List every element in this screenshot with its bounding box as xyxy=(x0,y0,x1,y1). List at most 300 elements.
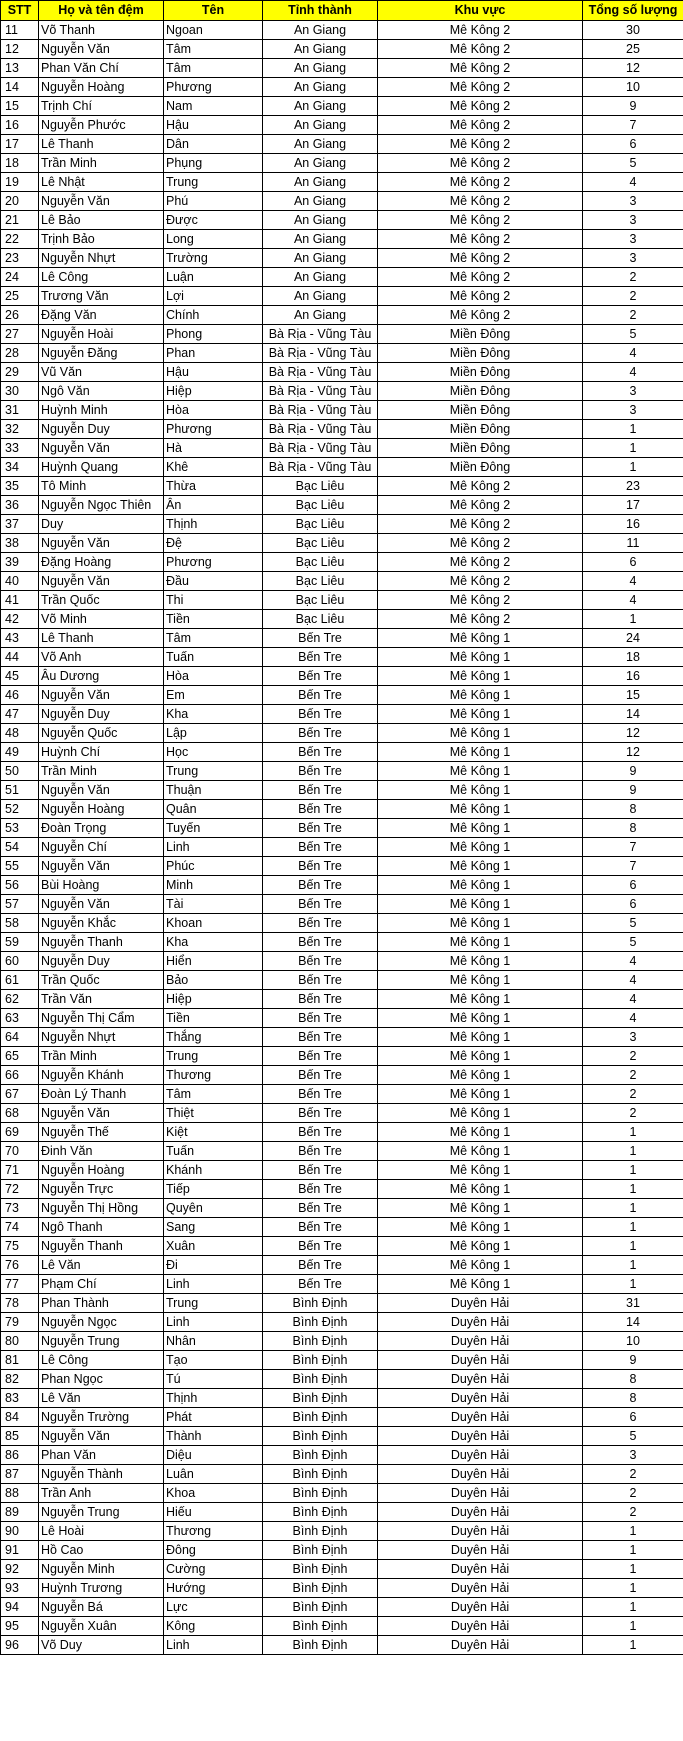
cell-ho-ten-dem: Nguyễn Nhựt xyxy=(39,1028,164,1047)
cell-khu-vuc: Mê Kông 1 xyxy=(378,1047,583,1066)
cell-stt: 86 xyxy=(1,1446,39,1465)
cell-khu-vuc: Duyên Hải xyxy=(378,1427,583,1446)
cell-tinh-thanh: An Giang xyxy=(263,21,378,40)
cell-ho-ten-dem: Nguyễn Thế xyxy=(39,1123,164,1142)
cell-tinh-thanh: Bà Rịa - Vũng Tàu xyxy=(263,401,378,420)
cell-tinh-thanh: Bến Tre xyxy=(263,1199,378,1218)
cell-tong-so-luong: 1 xyxy=(583,1636,683,1655)
cell-khu-vuc: Mê Kông 1 xyxy=(378,800,583,819)
cell-tong-so-luong: 1 xyxy=(583,1275,683,1294)
cell-stt: 76 xyxy=(1,1256,39,1275)
table-row xyxy=(1,401,683,420)
cell-tong-so-luong: 1 xyxy=(583,1617,683,1636)
cell-tong-so-luong: 9 xyxy=(583,1351,683,1370)
cell-tinh-thanh: Bạc Liêu xyxy=(263,534,378,553)
table-row xyxy=(1,1066,683,1085)
cell-tong-so-luong: 3 xyxy=(583,249,683,268)
table-row xyxy=(1,1047,683,1066)
cell-ten: Thương xyxy=(164,1522,263,1541)
cell-khu-vuc: Miền Đông xyxy=(378,363,583,382)
cell-ho-ten-dem: Võ Thanh xyxy=(39,21,164,40)
table-row xyxy=(1,78,683,97)
cell-tong-so-luong: 4 xyxy=(583,990,683,1009)
cell-ho-ten-dem: Trần Quốc xyxy=(39,591,164,610)
cell-ten: Thiệt xyxy=(164,1104,263,1123)
cell-tinh-thanh: Bến Tre xyxy=(263,971,378,990)
cell-ten: Ngoan xyxy=(164,21,263,40)
cell-tinh-thanh: Bình Định xyxy=(263,1351,378,1370)
table-row xyxy=(1,1028,683,1047)
cell-tong-so-luong: 2 xyxy=(583,268,683,287)
table-row xyxy=(1,344,683,363)
cell-stt: 23 xyxy=(1,249,39,268)
table-row xyxy=(1,306,683,325)
cell-ho-ten-dem: Đặng Văn xyxy=(39,306,164,325)
cell-stt: 56 xyxy=(1,876,39,895)
cell-tinh-thanh: Bà Rịa - Vũng Tàu xyxy=(263,439,378,458)
cell-ho-ten-dem: Đoàn Lý Thanh xyxy=(39,1085,164,1104)
cell-ten: Khánh xyxy=(164,1161,263,1180)
cell-stt: 64 xyxy=(1,1028,39,1047)
cell-tong-so-luong: 25 xyxy=(583,40,683,59)
table-row xyxy=(1,1465,683,1484)
cell-khu-vuc: Mê Kông 1 xyxy=(378,1085,583,1104)
cell-tong-so-luong: 6 xyxy=(583,553,683,572)
cell-tong-so-luong: 1 xyxy=(583,1541,683,1560)
cell-tong-so-luong: 1 xyxy=(583,1560,683,1579)
cell-tinh-thanh: Bến Tre xyxy=(263,1123,378,1142)
table-row xyxy=(1,211,683,230)
cell-ho-ten-dem: Nguyễn Bá xyxy=(39,1598,164,1617)
cell-khu-vuc: Mê Kông 2 xyxy=(378,610,583,629)
cell-tinh-thanh: Bến Tre xyxy=(263,686,378,705)
cell-tong-so-luong: 12 xyxy=(583,59,683,78)
cell-ten: Phan xyxy=(164,344,263,363)
cell-stt: 61 xyxy=(1,971,39,990)
cell-ten: Đi xyxy=(164,1256,263,1275)
table-row xyxy=(1,1104,683,1123)
cell-ten: Hiếu xyxy=(164,1503,263,1522)
cell-ten: Tâm xyxy=(164,1085,263,1104)
table-row xyxy=(1,1408,683,1427)
cell-tong-so-luong: 4 xyxy=(583,363,683,382)
table-row xyxy=(1,363,683,382)
cell-ten: Hiệp xyxy=(164,990,263,1009)
cell-ho-ten-dem: Võ Anh xyxy=(39,648,164,667)
cell-tong-so-luong: 4 xyxy=(583,1009,683,1028)
cell-stt: 95 xyxy=(1,1617,39,1636)
table-row xyxy=(1,287,683,306)
cell-ten: Phát xyxy=(164,1408,263,1427)
cell-tinh-thanh: Bến Tre xyxy=(263,857,378,876)
cell-ten: Khoan xyxy=(164,914,263,933)
table-row xyxy=(1,477,683,496)
cell-tong-so-luong: 31 xyxy=(583,1294,683,1313)
cell-tinh-thanh: An Giang xyxy=(263,287,378,306)
cell-ho-ten-dem: Nguyễn Ngọc xyxy=(39,1313,164,1332)
cell-khu-vuc: Duyên Hải xyxy=(378,1579,583,1598)
cell-tinh-thanh: An Giang xyxy=(263,154,378,173)
cell-tong-so-luong: 18 xyxy=(583,648,683,667)
cell-tong-so-luong: 1 xyxy=(583,1218,683,1237)
cell-ho-ten-dem: Nguyễn Trường xyxy=(39,1408,164,1427)
cell-ho-ten-dem: Nguyễn Duy xyxy=(39,952,164,971)
cell-ten: Quân xyxy=(164,800,263,819)
cell-khu-vuc: Mê Kông 1 xyxy=(378,857,583,876)
cell-ten: Ân xyxy=(164,496,263,515)
cell-khu-vuc: Mê Kông 2 xyxy=(378,116,583,135)
cell-ho-ten-dem: Bùi Hoàng xyxy=(39,876,164,895)
cell-tong-so-luong: 1 xyxy=(583,439,683,458)
table-row xyxy=(1,572,683,591)
cell-khu-vuc: Duyên Hải xyxy=(378,1503,583,1522)
cell-tinh-thanh: An Giang xyxy=(263,59,378,78)
cell-stt: 46 xyxy=(1,686,39,705)
cell-ten: Trung xyxy=(164,173,263,192)
cell-stt: 93 xyxy=(1,1579,39,1598)
cell-stt: 14 xyxy=(1,78,39,97)
cell-tinh-thanh: An Giang xyxy=(263,306,378,325)
cell-tinh-thanh: Bến Tre xyxy=(263,914,378,933)
table-row xyxy=(1,21,683,40)
cell-stt: 91 xyxy=(1,1541,39,1560)
cell-ho-ten-dem: Tô Minh xyxy=(39,477,164,496)
cell-tong-so-luong: 6 xyxy=(583,895,683,914)
cell-khu-vuc: Duyên Hải xyxy=(378,1598,583,1617)
cell-stt: 74 xyxy=(1,1218,39,1237)
header-stt: STT xyxy=(1,1,39,21)
header-tong-so-luong: Tổng số lượng xyxy=(583,1,683,21)
cell-khu-vuc: Mê Kông 1 xyxy=(378,838,583,857)
cell-tong-so-luong: 9 xyxy=(583,781,683,800)
table-row xyxy=(1,173,683,192)
table-row xyxy=(1,1123,683,1142)
table-row xyxy=(1,876,683,895)
cell-ho-ten-dem: Nguyễn Văn xyxy=(39,572,164,591)
cell-khu-vuc: Mê Kông 1 xyxy=(378,1237,583,1256)
cell-khu-vuc: Mê Kông 2 xyxy=(378,591,583,610)
cell-khu-vuc: Mê Kông 1 xyxy=(378,1142,583,1161)
cell-tinh-thanh: Bến Tre xyxy=(263,876,378,895)
cell-ho-ten-dem: Nguyễn Thanh xyxy=(39,933,164,952)
cell-ten: Trung xyxy=(164,1294,263,1313)
cell-tong-so-luong: 2 xyxy=(583,1085,683,1104)
table-row xyxy=(1,990,683,1009)
cell-tong-so-luong: 3 xyxy=(583,1446,683,1465)
cell-tong-so-luong: 10 xyxy=(583,78,683,97)
cell-khu-vuc: Mê Kông 1 xyxy=(378,1009,583,1028)
cell-ho-ten-dem: Nguyễn Văn xyxy=(39,781,164,800)
cell-khu-vuc: Mê Kông 1 xyxy=(378,914,583,933)
cell-tong-so-luong: 1 xyxy=(583,1142,683,1161)
cell-stt: 27 xyxy=(1,325,39,344)
cell-stt: 79 xyxy=(1,1313,39,1332)
cell-khu-vuc: Mê Kông 2 xyxy=(378,306,583,325)
cell-tinh-thanh: An Giang xyxy=(263,192,378,211)
cell-tong-so-luong: 1 xyxy=(583,1161,683,1180)
table-row xyxy=(1,268,683,287)
cell-khu-vuc: Duyên Hải xyxy=(378,1446,583,1465)
cell-ho-ten-dem: Nguyễn Ngọc Thiên xyxy=(39,496,164,515)
cell-ho-ten-dem: Nguyễn Văn xyxy=(39,534,164,553)
cell-tong-so-luong: 8 xyxy=(583,819,683,838)
cell-stt: 66 xyxy=(1,1066,39,1085)
cell-tong-so-luong: 14 xyxy=(583,1313,683,1332)
cell-tong-so-luong: 2 xyxy=(583,1465,683,1484)
cell-ten: Trường xyxy=(164,249,263,268)
cell-tong-so-luong: 1 xyxy=(583,1598,683,1617)
table-row xyxy=(1,192,683,211)
table-row xyxy=(1,1351,683,1370)
cell-ho-ten-dem: Huỳnh Quang xyxy=(39,458,164,477)
table-row xyxy=(1,933,683,952)
cell-khu-vuc: Mê Kông 2 xyxy=(378,572,583,591)
cell-ten: Kiệt xyxy=(164,1123,263,1142)
cell-tinh-thanh: Bà Rịa - Vũng Tàu xyxy=(263,458,378,477)
cell-tinh-thanh: An Giang xyxy=(263,97,378,116)
cell-ho-ten-dem: Lê Thanh xyxy=(39,629,164,648)
cell-tinh-thanh: Bến Tre xyxy=(263,743,378,762)
cell-tong-so-luong: 4 xyxy=(583,173,683,192)
cell-stt: 42 xyxy=(1,610,39,629)
cell-ten: Phúc xyxy=(164,857,263,876)
cell-tinh-thanh: Bà Rịa - Vũng Tàu xyxy=(263,325,378,344)
table-row xyxy=(1,1180,683,1199)
cell-ten: Hà xyxy=(164,439,263,458)
cell-khu-vuc: Duyên Hải xyxy=(378,1636,583,1655)
cell-ho-ten-dem: Võ Duy xyxy=(39,1636,164,1655)
cell-khu-vuc: Mê Kông 1 xyxy=(378,952,583,971)
cell-khu-vuc: Duyên Hải xyxy=(378,1465,583,1484)
cell-tinh-thanh: Bến Tre xyxy=(263,1142,378,1161)
cell-stt: 25 xyxy=(1,287,39,306)
cell-khu-vuc: Duyên Hải xyxy=(378,1408,583,1427)
cell-stt: 83 xyxy=(1,1389,39,1408)
cell-stt: 77 xyxy=(1,1275,39,1294)
cell-tinh-thanh: Bến Tre xyxy=(263,1028,378,1047)
cell-ho-ten-dem: Vũ Văn xyxy=(39,363,164,382)
cell-ho-ten-dem: Nguyễn Văn xyxy=(39,686,164,705)
cell-stt: 32 xyxy=(1,420,39,439)
cell-tong-so-luong: 2 xyxy=(583,1047,683,1066)
table-row xyxy=(1,1503,683,1522)
table-row xyxy=(1,1579,683,1598)
cell-stt: 57 xyxy=(1,895,39,914)
cell-ho-ten-dem: Nguyễn Văn xyxy=(39,192,164,211)
table-row xyxy=(1,553,683,572)
cell-ten: Nam xyxy=(164,97,263,116)
cell-khu-vuc: Mê Kông 2 xyxy=(378,21,583,40)
cell-tinh-thanh: Bạc Liêu xyxy=(263,515,378,534)
cell-stt: 45 xyxy=(1,667,39,686)
cell-stt: 55 xyxy=(1,857,39,876)
table-row xyxy=(1,648,683,667)
cell-ten: Tài xyxy=(164,895,263,914)
cell-khu-vuc: Mê Kông 2 xyxy=(378,515,583,534)
cell-khu-vuc: Mê Kông 2 xyxy=(378,249,583,268)
cell-tong-so-luong: 6 xyxy=(583,876,683,895)
cell-ho-ten-dem: Huỳnh Minh xyxy=(39,401,164,420)
cell-tinh-thanh: Bến Tre xyxy=(263,1066,378,1085)
cell-stt: 69 xyxy=(1,1123,39,1142)
cell-stt: 39 xyxy=(1,553,39,572)
cell-khu-vuc: Duyên Hải xyxy=(378,1522,583,1541)
cell-stt: 47 xyxy=(1,705,39,724)
cell-ho-ten-dem: Lê Văn xyxy=(39,1389,164,1408)
cell-stt: 50 xyxy=(1,762,39,781)
cell-khu-vuc: Mê Kông 1 xyxy=(378,1161,583,1180)
cell-ho-ten-dem: Nguyễn Trung xyxy=(39,1503,164,1522)
cell-ho-ten-dem: Nguyễn Minh xyxy=(39,1560,164,1579)
table-row xyxy=(1,230,683,249)
cell-ten: Hậu xyxy=(164,116,263,135)
cell-stt: 89 xyxy=(1,1503,39,1522)
cell-tinh-thanh: Bến Tre xyxy=(263,1256,378,1275)
table-row xyxy=(1,591,683,610)
cell-ten: Hiển xyxy=(164,952,263,971)
cell-stt: 19 xyxy=(1,173,39,192)
cell-ten: Phụng xyxy=(164,154,263,173)
cell-khu-vuc: Mê Kông 1 xyxy=(378,819,583,838)
cell-tong-so-luong: 1 xyxy=(583,1522,683,1541)
cell-ho-ten-dem: Lê Công xyxy=(39,1351,164,1370)
cell-tong-so-luong: 3 xyxy=(583,1028,683,1047)
table-row xyxy=(1,1085,683,1104)
table-row xyxy=(1,914,683,933)
cell-khu-vuc: Mê Kông 1 xyxy=(378,686,583,705)
cell-khu-vuc: Mê Kông 1 xyxy=(378,895,583,914)
cell-ten: Linh xyxy=(164,838,263,857)
cell-stt: 38 xyxy=(1,534,39,553)
table-row xyxy=(1,1560,683,1579)
cell-khu-vuc: Mê Kông 1 xyxy=(378,705,583,724)
table-row xyxy=(1,116,683,135)
cell-tinh-thanh: Bình Định xyxy=(263,1503,378,1522)
header-tinh-thanh: Tỉnh thành xyxy=(263,1,378,21)
cell-tong-so-luong: 5 xyxy=(583,154,683,173)
cell-ho-ten-dem: Duy xyxy=(39,515,164,534)
cell-stt: 22 xyxy=(1,230,39,249)
cell-ten: Minh xyxy=(164,876,263,895)
cell-stt: 11 xyxy=(1,21,39,40)
cell-ten: Kông xyxy=(164,1617,263,1636)
cell-tinh-thanh: Bến Tre xyxy=(263,1009,378,1028)
cell-tong-so-luong: 2 xyxy=(583,1104,683,1123)
cell-tinh-thanh: Bình Định xyxy=(263,1408,378,1427)
cell-tong-so-luong: 1 xyxy=(583,1237,683,1256)
cell-khu-vuc: Miền Đông xyxy=(378,325,583,344)
cell-tong-so-luong: 2 xyxy=(583,1484,683,1503)
table-row xyxy=(1,40,683,59)
table-row xyxy=(1,800,683,819)
cell-ten: Trung xyxy=(164,762,263,781)
cell-tinh-thanh: Bến Tre xyxy=(263,838,378,857)
cell-ten: Đệ xyxy=(164,534,263,553)
cell-tong-so-luong: 8 xyxy=(583,1370,683,1389)
cell-tinh-thanh: Bến Tre xyxy=(263,800,378,819)
cell-stt: 36 xyxy=(1,496,39,515)
cell-ten: Kha xyxy=(164,705,263,724)
cell-tong-so-luong: 14 xyxy=(583,705,683,724)
cell-ten: Hiệp xyxy=(164,382,263,401)
cell-tong-so-luong: 2 xyxy=(583,1503,683,1522)
cell-khu-vuc: Duyên Hải xyxy=(378,1617,583,1636)
cell-khu-vuc: Mê Kông 2 xyxy=(378,59,583,78)
cell-tong-so-luong: 5 xyxy=(583,1427,683,1446)
cell-khu-vuc: Mê Kông 1 xyxy=(378,1066,583,1085)
cell-tinh-thanh: Bình Định xyxy=(263,1294,378,1313)
cell-khu-vuc: Mê Kông 2 xyxy=(378,40,583,59)
cell-ten: Hòa xyxy=(164,667,263,686)
cell-ho-ten-dem: Nguyễn Đăng xyxy=(39,344,164,363)
cell-ho-ten-dem: Nguyễn Hoàng xyxy=(39,78,164,97)
cell-stt: 20 xyxy=(1,192,39,211)
cell-ho-ten-dem: Phan Văn xyxy=(39,1446,164,1465)
cell-khu-vuc: Mê Kông 1 xyxy=(378,1256,583,1275)
cell-tong-so-luong: 1 xyxy=(583,1579,683,1598)
header-ho-ten-dem: Họ và tên đệm xyxy=(39,1,164,21)
cell-stt: 33 xyxy=(1,439,39,458)
table-row xyxy=(1,838,683,857)
cell-ten: Được xyxy=(164,211,263,230)
cell-khu-vuc: Mê Kông 1 xyxy=(378,724,583,743)
table-row xyxy=(1,135,683,154)
cell-khu-vuc: Mê Kông 1 xyxy=(378,743,583,762)
cell-tinh-thanh: Bến Tre xyxy=(263,667,378,686)
table-row xyxy=(1,819,683,838)
cell-tong-so-luong: 3 xyxy=(583,382,683,401)
cell-ten: Tâm xyxy=(164,629,263,648)
cell-khu-vuc: Mê Kông 2 xyxy=(378,192,583,211)
cell-ten: Hướng xyxy=(164,1579,263,1598)
table-row xyxy=(1,724,683,743)
cell-ho-ten-dem: Trần Minh xyxy=(39,1047,164,1066)
cell-khu-vuc: Miền Đông xyxy=(378,382,583,401)
cell-khu-vuc: Mê Kông 1 xyxy=(378,648,583,667)
cell-tong-so-luong: 15 xyxy=(583,686,683,705)
cell-stt: 75 xyxy=(1,1237,39,1256)
cell-tong-so-luong: 4 xyxy=(583,572,683,591)
cell-tong-so-luong: 23 xyxy=(583,477,683,496)
table-row xyxy=(1,705,683,724)
cell-khu-vuc: Mê Kông 1 xyxy=(378,1199,583,1218)
cell-ho-ten-dem: Trịnh Chí xyxy=(39,97,164,116)
table-row xyxy=(1,1275,683,1294)
cell-khu-vuc: Mê Kông 1 xyxy=(378,667,583,686)
cell-tinh-thanh: Bến Tre xyxy=(263,781,378,800)
cell-tong-so-luong: 1 xyxy=(583,420,683,439)
cell-tong-so-luong: 5 xyxy=(583,933,683,952)
table-row xyxy=(1,458,683,477)
cell-khu-vuc: Mê Kông 2 xyxy=(378,230,583,249)
cell-tong-so-luong: 3 xyxy=(583,211,683,230)
cell-ho-ten-dem: Hồ Cao xyxy=(39,1541,164,1560)
table-row xyxy=(1,1541,683,1560)
cell-ten: Linh xyxy=(164,1275,263,1294)
header-row xyxy=(1,1,683,21)
cell-ho-ten-dem: Nguyễn Văn xyxy=(39,40,164,59)
cell-ho-ten-dem: Âu Dương xyxy=(39,667,164,686)
cell-ten: Thi xyxy=(164,591,263,610)
cell-ho-ten-dem: Phan Ngọc xyxy=(39,1370,164,1389)
cell-ten: Tuyến xyxy=(164,819,263,838)
table-row xyxy=(1,1199,683,1218)
cell-stt: 40 xyxy=(1,572,39,591)
cell-ten: Tâm xyxy=(164,59,263,78)
cell-tinh-thanh: Bình Định xyxy=(263,1313,378,1332)
table-row xyxy=(1,857,683,876)
cell-tong-so-luong: 4 xyxy=(583,344,683,363)
